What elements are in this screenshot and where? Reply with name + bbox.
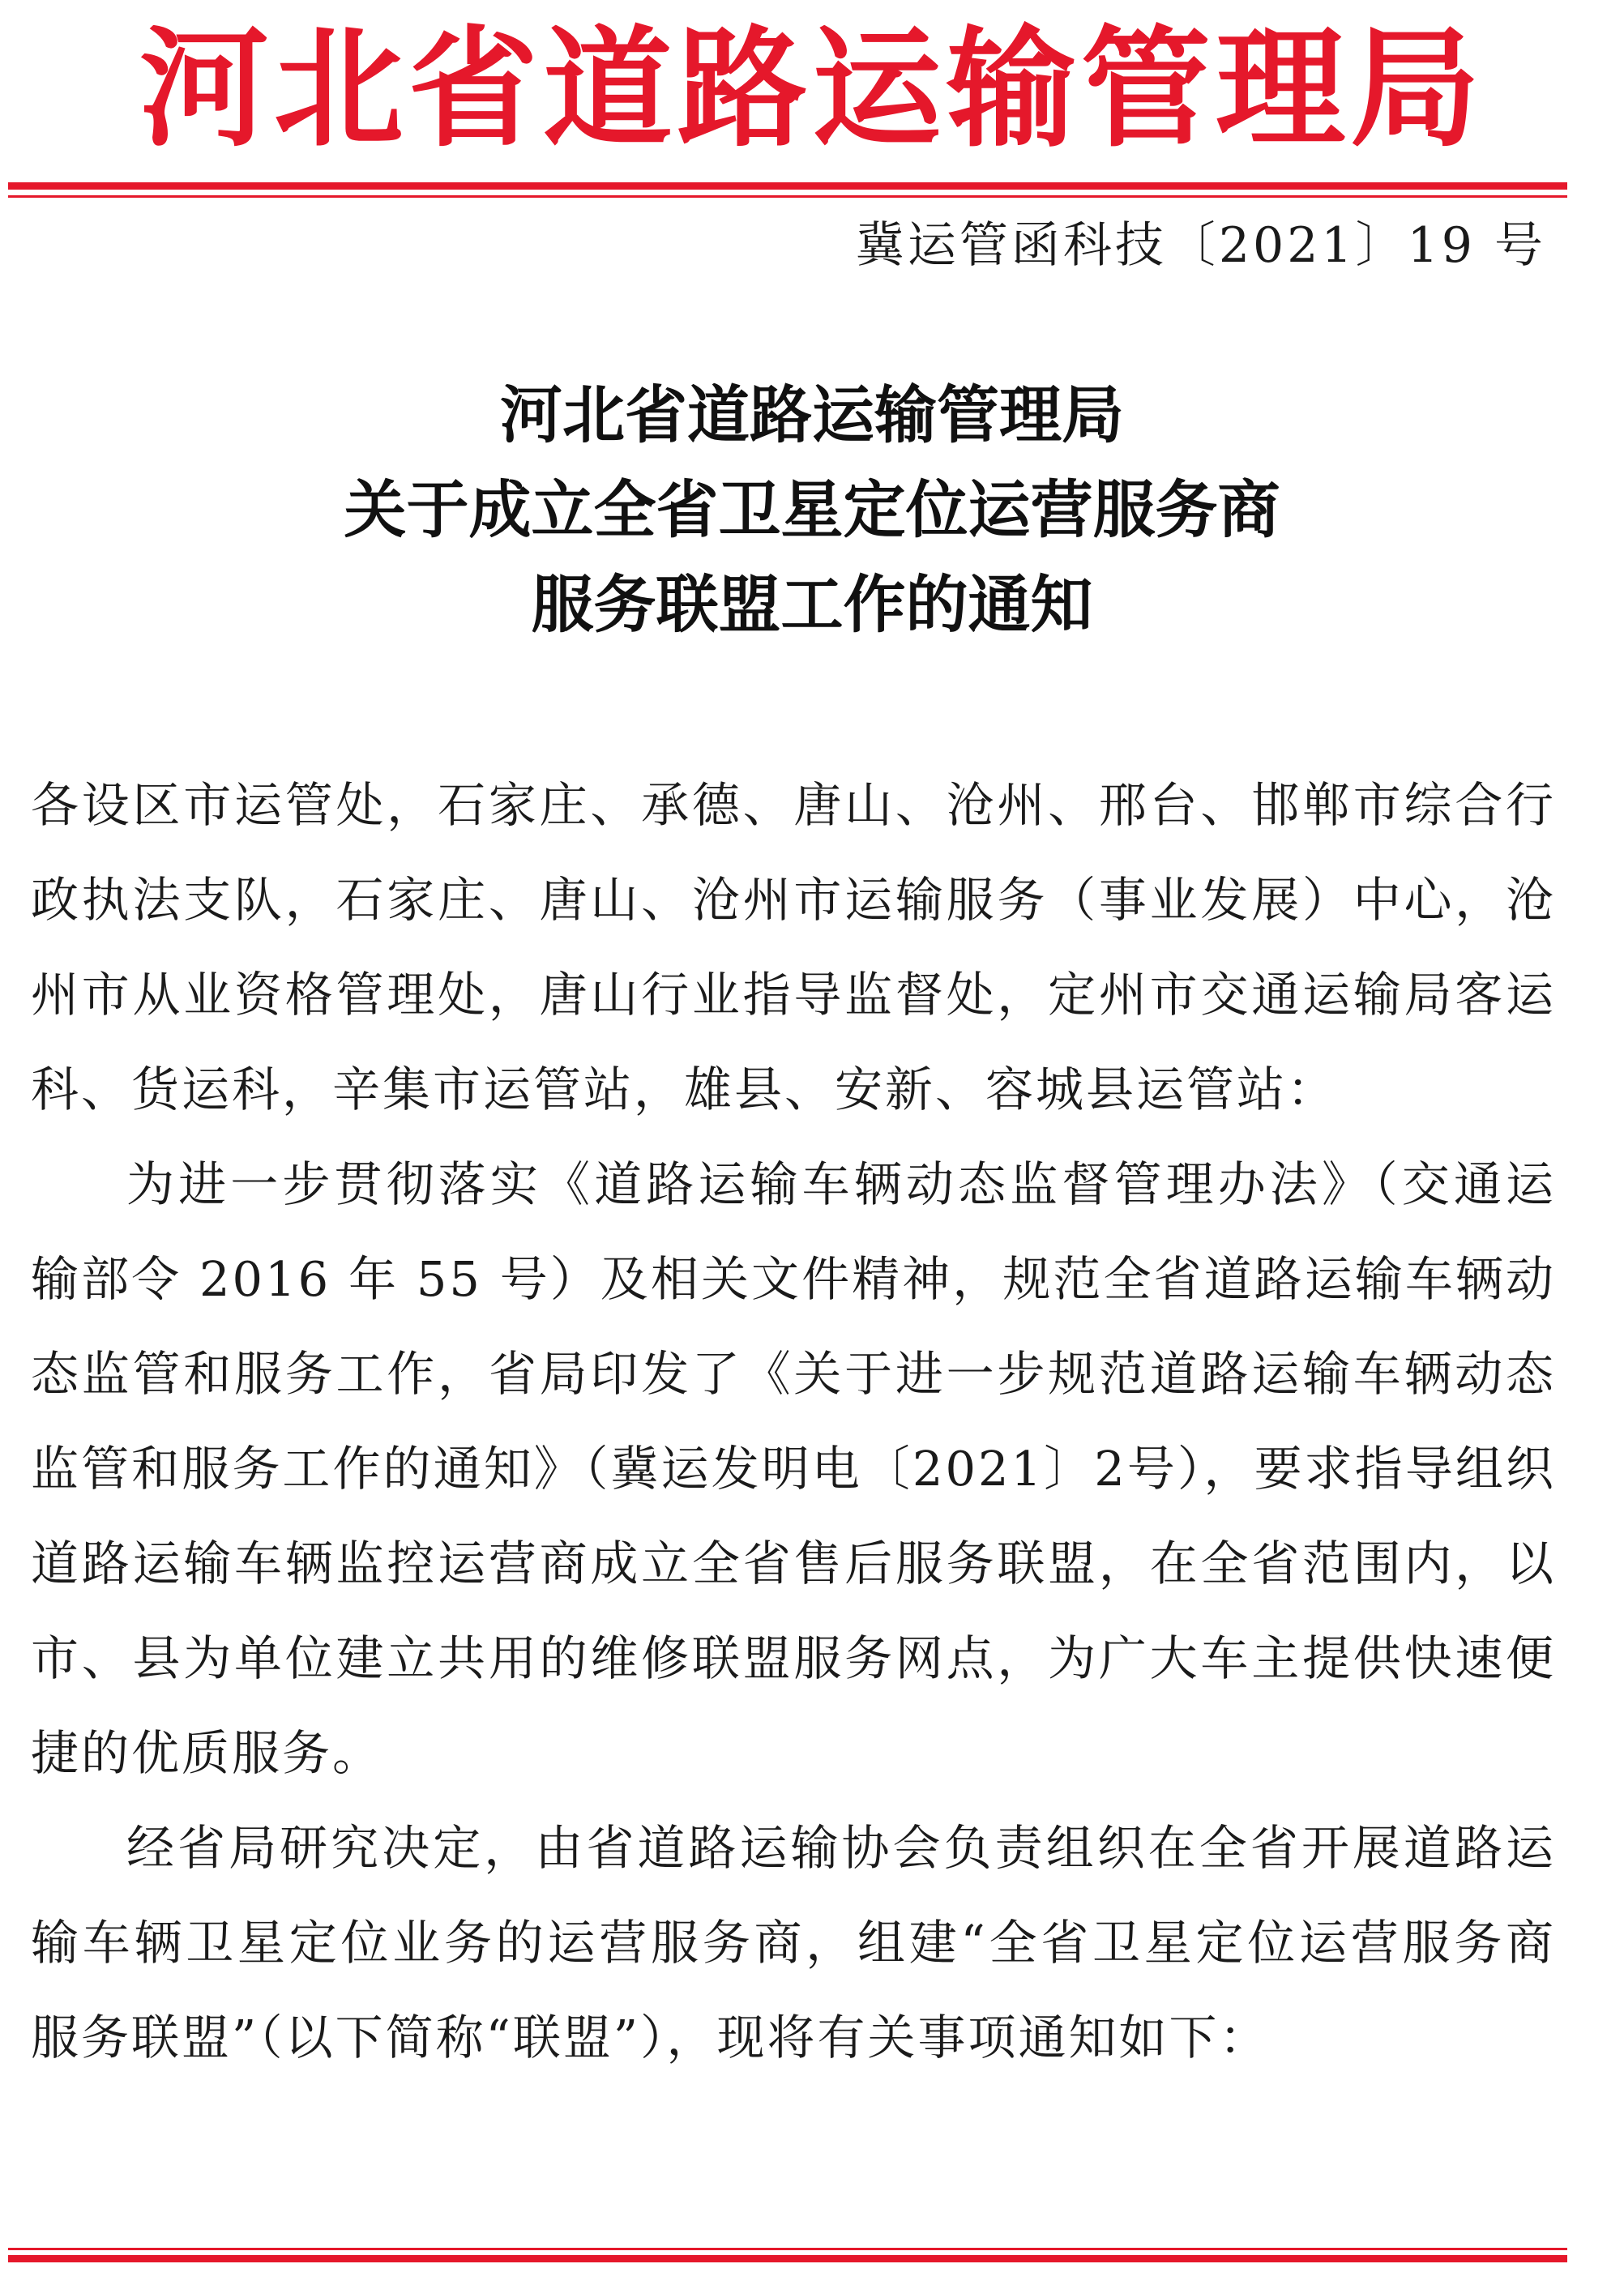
title-line-2: 关于成立全省卫星定位运营服务商	[344, 475, 1280, 547]
header-divider-thin	[8, 195, 1567, 198]
title-line-3: 服务联盟工作的通知	[531, 570, 1093, 642]
agency-masthead: 河北省道路运输管理局	[139, 13, 1485, 164]
title-line-1: 河北省道路运输管理局	[500, 380, 1124, 452]
footer-divider-thin	[8, 2248, 1567, 2250]
header-divider-thick	[8, 182, 1567, 190]
document-body	[31, 758, 1556, 2085]
body-paragraph-2: 经省局研究决定，由省道路运输协会负责组织在全省开展道路运输车辆卫星定位业务的运营服务商，组建“全省卫星定位运营服务商服务联盟”（以下简称“联盟”），现将有关事项通知如下：	[31, 1820, 1556, 2065]
document-title	[0, 369, 1624, 653]
addressees-paragraph: 各设区市运管处，石家庄、承德、唐山、沧州、邢台、邯郸市综合行政执法支队，石家庄、唐山、沧州市运输服务（事业发展）中心，沧州市从业资格管理处，唐山行业指导监督处，定州市交通运输局客运科、货运科，辛集市运管站，雄县、安新、容城县运管站：	[31, 777, 1556, 1117]
document-number: 冀运管函科技〔2021〕19 号	[855, 217, 1546, 274]
footer-divider-thick	[8, 2255, 1567, 2262]
body-paragraph-1: 为进一步贯彻落实《道路运输车辆动态监督管理办法》（交通运输部令 2016 年 55 号）及相关文件精神，规范全省道路运输车辆动态监管和服务工作，省局印发了《关于进一步规范道路运输车辆动态监管和服务工作的通知》（冀运发明电〔2021〕2号），要求指导组织道路运输车辆监控运营商成立全省售后服务联盟，在全省范围内，以市、县为单位建立共用的维修联盟服务网点，为广大车主提供快速便捷的优质服务。	[31, 1156, 1556, 1781]
